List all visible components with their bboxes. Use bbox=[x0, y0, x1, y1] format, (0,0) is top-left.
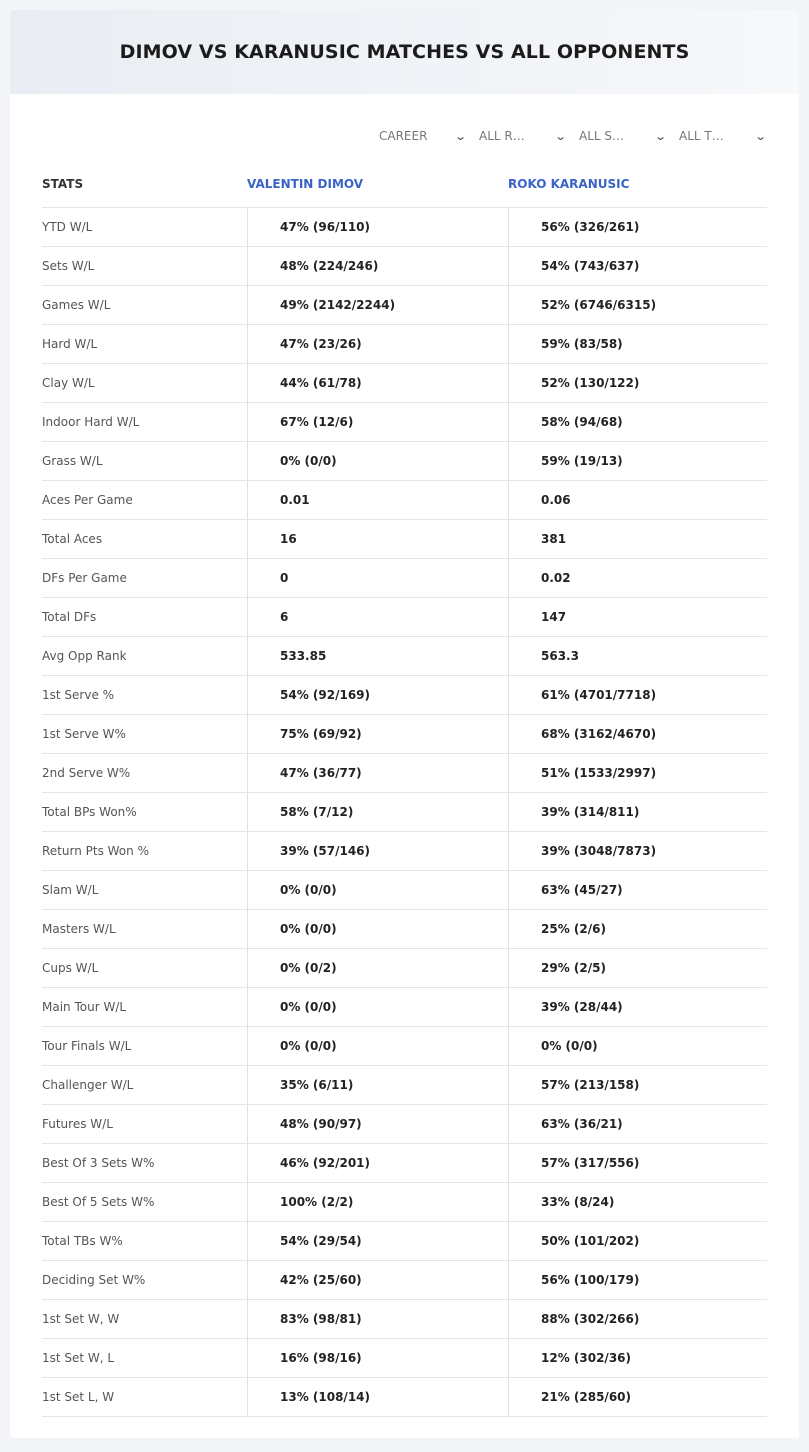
stat-label: Hard W/L bbox=[42, 337, 98, 351]
stat-label: 2nd Serve W% bbox=[42, 766, 131, 780]
stat-label: Total TBs W% bbox=[42, 1234, 123, 1248]
table-row bbox=[42, 949, 767, 988]
stat-label: Cups W/L bbox=[42, 961, 99, 975]
filter-label: ALL T… bbox=[679, 129, 724, 143]
filter-bar bbox=[379, 126, 765, 146]
table-row bbox=[42, 442, 767, 481]
player2-value: 52% (130/122) bbox=[508, 364, 767, 402]
player1-value: 0.01 bbox=[247, 481, 508, 519]
stat-label: Slam W/L bbox=[42, 883, 99, 897]
player1-value: 49% (2142/2244) bbox=[247, 286, 508, 324]
table-row bbox=[42, 1027, 767, 1066]
stat-label: Games W/L bbox=[42, 298, 111, 312]
player2-value: 12% (302/36) bbox=[508, 1339, 767, 1377]
player2-value: 59% (19/13) bbox=[508, 442, 767, 480]
table-row bbox=[42, 481, 767, 520]
player1-value: 0 bbox=[247, 559, 508, 597]
player1-value: 75% (69/92) bbox=[247, 715, 508, 753]
player2-value: 25% (2/6) bbox=[508, 910, 767, 948]
table-row bbox=[42, 1300, 767, 1339]
player2-value: 59% (83/58) bbox=[508, 325, 767, 363]
player1-value: 54% (92/169) bbox=[247, 676, 508, 714]
stat-label: Avg Opp Rank bbox=[42, 649, 127, 663]
table-row bbox=[42, 364, 767, 403]
filter-label: CAREER bbox=[379, 129, 428, 143]
player2-value: 61% (4701/7718) bbox=[508, 676, 767, 714]
player2-value: 563.3 bbox=[508, 637, 767, 675]
stat-label: DFs Per Game bbox=[42, 571, 127, 585]
chevron-down-icon: ⌄ bbox=[653, 129, 667, 143]
table-row bbox=[42, 403, 767, 442]
player1-value: 44% (61/78) bbox=[247, 364, 508, 402]
player1-value: 58% (7/12) bbox=[247, 793, 508, 831]
table-row bbox=[42, 871, 767, 910]
player2-value: 52% (6746/6315) bbox=[508, 286, 767, 324]
player1-value: 47% (96/110) bbox=[247, 208, 508, 246]
stat-label: Deciding Set W% bbox=[42, 1273, 146, 1287]
table-row bbox=[42, 1105, 767, 1144]
player1-value: 6 bbox=[247, 598, 508, 636]
player2-value: 88% (302/266) bbox=[508, 1300, 767, 1338]
table-row bbox=[42, 1261, 767, 1300]
table-row bbox=[42, 247, 767, 286]
player1-value: 42% (25/60) bbox=[247, 1261, 508, 1299]
stat-label: Indoor Hard W/L bbox=[42, 415, 140, 429]
filter-label: ALL S… bbox=[579, 129, 625, 143]
player1-value: 67% (12/6) bbox=[247, 403, 508, 441]
table-row bbox=[42, 1378, 767, 1417]
table-row bbox=[42, 325, 767, 364]
player2-value: 0.06 bbox=[508, 481, 767, 519]
table-row bbox=[42, 1339, 767, 1378]
player1-value: 39% (57/146) bbox=[247, 832, 508, 870]
table-row bbox=[42, 1222, 767, 1261]
table-row bbox=[42, 637, 767, 676]
stat-label: Total DFs bbox=[42, 610, 97, 624]
stat-label: Best Of 3 Sets W% bbox=[42, 1156, 155, 1170]
player1-value: 48% (224/246) bbox=[247, 247, 508, 285]
chevron-down-icon: ⌄ bbox=[453, 129, 467, 143]
player2-value: 0% (0/0) bbox=[508, 1027, 767, 1065]
stat-label: Best Of 5 Sets W% bbox=[42, 1195, 155, 1209]
table-row bbox=[42, 1066, 767, 1105]
player1-value: 46% (92/201) bbox=[247, 1144, 508, 1182]
player2-value: 63% (36/21) bbox=[508, 1105, 767, 1143]
table-row bbox=[42, 1183, 767, 1222]
stat-label: Sets W/L bbox=[42, 259, 95, 273]
stat-label: Return Pts Won % bbox=[42, 844, 149, 858]
filter-rounds-select[interactable] bbox=[479, 126, 565, 146]
player1-value: 0% (0/2) bbox=[247, 949, 508, 987]
chevron-down-icon: ⌄ bbox=[753, 129, 767, 143]
chevron-down-icon: ⌄ bbox=[553, 129, 567, 143]
player2-value: 50% (101/202) bbox=[508, 1222, 767, 1260]
player1-value: 48% (90/97) bbox=[247, 1105, 508, 1143]
table-row bbox=[42, 208, 767, 247]
player2-link[interactable]: ROKO KARANUSIC bbox=[508, 176, 630, 191]
table-row bbox=[42, 598, 767, 637]
player1-value: 0% (0/0) bbox=[247, 871, 508, 909]
player1-value: 533.85 bbox=[247, 637, 508, 675]
table-row bbox=[42, 559, 767, 598]
player2-value: 0.02 bbox=[508, 559, 767, 597]
table-header bbox=[42, 160, 767, 208]
stat-label: Total BPs Won% bbox=[42, 805, 137, 819]
player1-value: 13% (108/14) bbox=[247, 1378, 508, 1416]
stat-label: Tour Finals W/L bbox=[42, 1039, 132, 1053]
stat-label: Grass W/L bbox=[42, 454, 103, 468]
table-body bbox=[42, 208, 767, 1417]
stat-label: Total Aces bbox=[42, 532, 103, 546]
player1-value: 0% (0/0) bbox=[247, 1027, 508, 1065]
stat-label: 1st Set W, W bbox=[42, 1312, 120, 1326]
player1-value: 0% (0/0) bbox=[247, 442, 508, 480]
table-row bbox=[42, 793, 767, 832]
filter-surfaces-select[interactable] bbox=[579, 126, 665, 146]
table-row bbox=[42, 1144, 767, 1183]
stat-label: Aces Per Game bbox=[42, 493, 133, 507]
player2-value: 54% (743/637) bbox=[508, 247, 767, 285]
stat-label: 1st Serve % bbox=[42, 688, 115, 702]
player2-value: 68% (3162/4670) bbox=[508, 715, 767, 753]
player2-value: 147 bbox=[508, 598, 767, 636]
player1-value: 16 bbox=[247, 520, 508, 558]
table-row bbox=[42, 676, 767, 715]
stat-label: 1st Set L, W bbox=[42, 1390, 115, 1404]
stat-label: Main Tour W/L bbox=[42, 1000, 127, 1014]
player1-value: 0% (0/0) bbox=[247, 988, 508, 1026]
stat-label: YTD W/L bbox=[42, 220, 93, 234]
stat-label: Masters W/L bbox=[42, 922, 116, 936]
filter-career-select[interactable] bbox=[379, 126, 465, 146]
player2-value: 63% (45/27) bbox=[508, 871, 767, 909]
player1-value: 47% (36/77) bbox=[247, 754, 508, 792]
page-title: DIMOV VS KARANUSIC MATCHES VS ALL OPPONENTS bbox=[119, 41, 690, 63]
filter-label: ALL R… bbox=[479, 129, 525, 143]
player1-value: 100% (2/2) bbox=[247, 1183, 508, 1221]
player1-value: 16% (98/16) bbox=[247, 1339, 508, 1377]
stat-label: Challenger W/L bbox=[42, 1078, 134, 1092]
player1-value: 47% (23/26) bbox=[247, 325, 508, 363]
player2-value: 29% (2/5) bbox=[508, 949, 767, 987]
table-row bbox=[42, 715, 767, 754]
stat-label: Futures W/L bbox=[42, 1117, 113, 1131]
player1-value: 83% (98/81) bbox=[247, 1300, 508, 1338]
player1-value: 0% (0/0) bbox=[247, 910, 508, 948]
player2-value: 39% (28/44) bbox=[508, 988, 767, 1026]
stats-table bbox=[42, 160, 767, 1417]
player2-value: 58% (94/68) bbox=[508, 403, 767, 441]
player2-value: 33% (8/24) bbox=[508, 1183, 767, 1221]
table-row bbox=[42, 832, 767, 871]
player2-value: 56% (100/179) bbox=[508, 1261, 767, 1299]
player2-value: 39% (314/811) bbox=[508, 793, 767, 831]
stat-label: 1st Set W, L bbox=[42, 1351, 115, 1365]
stat-label: 1st Serve W% bbox=[42, 727, 126, 741]
player2-value: 51% (1533/2997) bbox=[508, 754, 767, 792]
player1-value: 54% (29/54) bbox=[247, 1222, 508, 1260]
table-row bbox=[42, 520, 767, 559]
table-row bbox=[42, 754, 767, 793]
player2-value: 39% (3048/7873) bbox=[508, 832, 767, 870]
player2-value: 57% (213/158) bbox=[508, 1066, 767, 1104]
table-row bbox=[42, 910, 767, 949]
player2-value: 56% (326/261) bbox=[508, 208, 767, 246]
player2-value: 21% (285/60) bbox=[508, 1378, 767, 1416]
stat-label: Clay W/L bbox=[42, 376, 95, 390]
player2-value: 57% (317/556) bbox=[508, 1144, 767, 1182]
stats-card bbox=[10, 10, 799, 1438]
player1-link[interactable]: VALENTIN DIMOV bbox=[247, 176, 364, 191]
table-row bbox=[42, 286, 767, 325]
table-row bbox=[42, 988, 767, 1027]
stats-column-header: STATS bbox=[42, 176, 84, 191]
card-header bbox=[10, 10, 799, 94]
player2-value: 381 bbox=[508, 520, 767, 558]
filter-tournaments-select[interactable] bbox=[679, 126, 765, 146]
player1-value: 35% (6/11) bbox=[247, 1066, 508, 1104]
